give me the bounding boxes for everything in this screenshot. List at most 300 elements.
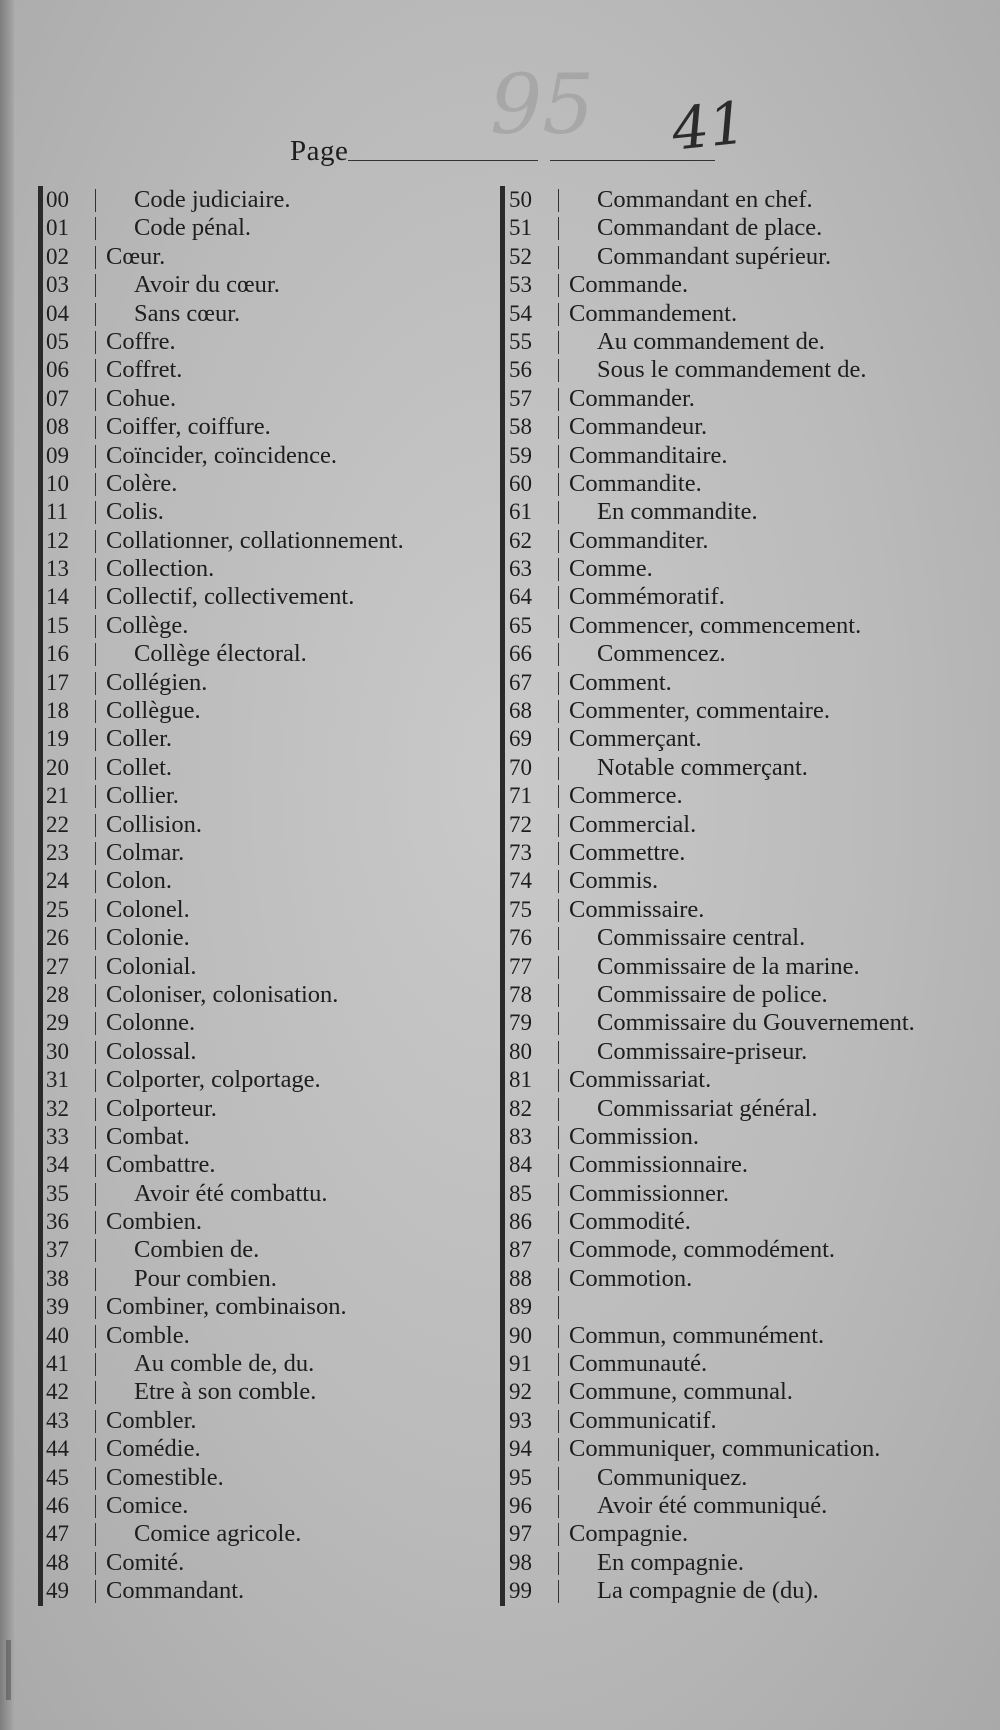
code-entry-row bbox=[42, 1123, 492, 1151]
code-number: 85 bbox=[509, 1180, 532, 1206]
code-entry-row bbox=[42, 981, 492, 1009]
code-entry-text: Commande. bbox=[569, 271, 689, 299]
code-number: 69 bbox=[509, 726, 532, 752]
code-entry-text: Commander. bbox=[569, 384, 695, 412]
code-entry-row bbox=[505, 1066, 955, 1094]
code-entry-text: Collégien. bbox=[106, 668, 208, 696]
code-separator bbox=[95, 586, 96, 609]
code-entry-row bbox=[42, 1378, 492, 1406]
code-entry-text: Comble. bbox=[106, 1321, 190, 1349]
code-entry-text: Pour combien. bbox=[134, 1264, 277, 1292]
code-separator bbox=[95, 814, 96, 837]
code-entry-row bbox=[42, 1492, 492, 1520]
code-entry-row bbox=[505, 839, 955, 867]
code-number: 48 bbox=[46, 1549, 69, 1575]
code-number: 11 bbox=[46, 499, 69, 525]
code-separator bbox=[95, 899, 96, 922]
code-separator bbox=[558, 558, 559, 581]
code-entry-row bbox=[42, 867, 492, 895]
code-separator bbox=[558, 1580, 559, 1603]
code-number: 97 bbox=[509, 1521, 532, 1547]
code-number: 78 bbox=[509, 981, 532, 1007]
code-number: 51 bbox=[509, 215, 532, 241]
code-number: 13 bbox=[46, 556, 69, 582]
code-number: 52 bbox=[509, 243, 532, 269]
code-separator bbox=[558, 1268, 559, 1291]
code-entry-text: Comment. bbox=[569, 668, 672, 696]
code-entry-row bbox=[42, 1549, 492, 1577]
code-separator bbox=[95, 1296, 96, 1319]
code-entry-text: Compagnie. bbox=[569, 1520, 689, 1548]
code-entry-row bbox=[505, 1151, 955, 1179]
code-number: 19 bbox=[46, 726, 69, 752]
code-entry-text: Combat. bbox=[106, 1122, 190, 1150]
code-number: 96 bbox=[509, 1492, 532, 1518]
code-separator bbox=[95, 274, 96, 297]
code-number: 65 bbox=[509, 612, 532, 638]
code-number: 04 bbox=[46, 300, 69, 326]
code-number: 31 bbox=[46, 1067, 69, 1093]
code-entry-row bbox=[505, 1265, 955, 1293]
code-number: 98 bbox=[509, 1549, 532, 1575]
code-entry-row bbox=[42, 612, 492, 640]
page-header bbox=[290, 135, 348, 168]
code-entry-row bbox=[505, 811, 955, 839]
code-entry-row bbox=[42, 1407, 492, 1435]
code-separator bbox=[95, 757, 96, 780]
code-entry-text: Combler. bbox=[106, 1406, 197, 1434]
code-number: 20 bbox=[46, 754, 69, 780]
code-separator bbox=[558, 899, 559, 922]
code-entry-row bbox=[42, 1464, 492, 1492]
code-entry-text: En commandite. bbox=[597, 498, 758, 526]
code-entry-text: Combattre. bbox=[106, 1151, 216, 1179]
code-separator bbox=[558, 1381, 559, 1404]
code-number: 72 bbox=[509, 811, 532, 837]
code-entry-text: Colonial. bbox=[106, 952, 197, 980]
code-entry-row bbox=[505, 953, 955, 981]
code-number: 49 bbox=[46, 1578, 69, 1604]
code-separator bbox=[558, 1523, 559, 1546]
code-separator bbox=[558, 956, 559, 979]
code-number: 83 bbox=[509, 1123, 532, 1149]
code-entry-text: Combien de. bbox=[134, 1236, 260, 1264]
code-entry-row bbox=[505, 413, 955, 441]
code-separator bbox=[95, 728, 96, 751]
code-entry-row bbox=[505, 612, 955, 640]
code-entry-text: Comice agricole. bbox=[134, 1520, 302, 1548]
code-separator bbox=[558, 842, 559, 865]
code-number: 14 bbox=[46, 584, 69, 610]
code-entry-text: Etre à son comble. bbox=[134, 1378, 317, 1406]
code-number: 38 bbox=[46, 1265, 69, 1291]
code-entry-text: Colis. bbox=[106, 498, 164, 526]
code-entry-row bbox=[42, 527, 492, 555]
code-number: 24 bbox=[46, 868, 69, 894]
code-entry-row bbox=[505, 1009, 955, 1037]
code-separator bbox=[558, 501, 559, 524]
code-entry-row bbox=[505, 1492, 955, 1520]
code-entry-text: Au comble de, du. bbox=[134, 1350, 315, 1378]
code-separator bbox=[95, 388, 96, 411]
code-entry-row bbox=[505, 442, 955, 470]
code-entry-text: Commune, communal. bbox=[569, 1378, 793, 1406]
code-entry-row bbox=[505, 782, 955, 810]
code-entry-row bbox=[505, 1038, 955, 1066]
code-entry-text: Collection. bbox=[106, 555, 215, 583]
code-number: 42 bbox=[46, 1379, 69, 1405]
code-separator bbox=[558, 217, 559, 240]
code-entry-text: Colonne. bbox=[106, 1009, 196, 1037]
code-separator bbox=[95, 700, 96, 723]
code-separator bbox=[95, 1012, 96, 1035]
code-entry-row bbox=[42, 1180, 492, 1208]
code-number: 34 bbox=[46, 1152, 69, 1178]
code-entry-row bbox=[505, 271, 955, 299]
code-number: 33 bbox=[46, 1123, 69, 1149]
code-entry-row bbox=[505, 214, 955, 242]
code-entry-row bbox=[505, 1236, 955, 1264]
code-entry-row bbox=[42, 1038, 492, 1066]
code-entry-row bbox=[505, 1520, 955, 1548]
code-entry-text: Commémoratif. bbox=[569, 583, 725, 611]
code-number: 06 bbox=[46, 357, 69, 383]
code-entry-row bbox=[42, 896, 492, 924]
code-entry-row bbox=[42, 1095, 492, 1123]
code-separator bbox=[558, 700, 559, 723]
code-entry-row bbox=[505, 498, 955, 526]
code-entry-row bbox=[42, 725, 492, 753]
code-entry-text: Colporteur. bbox=[106, 1094, 217, 1122]
code-separator bbox=[95, 1552, 96, 1575]
code-separator bbox=[558, 643, 559, 666]
code-entry-row bbox=[505, 1549, 955, 1577]
code-entry-row bbox=[505, 328, 955, 356]
code-number: 41 bbox=[46, 1351, 69, 1377]
code-entry-row bbox=[42, 1066, 492, 1094]
code-entry-row bbox=[505, 1322, 955, 1350]
code-separator bbox=[558, 984, 559, 1007]
code-entry-text: Commis. bbox=[569, 867, 659, 895]
code-entry-row bbox=[42, 555, 492, 583]
code-entry-row bbox=[42, 1435, 492, 1463]
code-number: 75 bbox=[509, 896, 532, 922]
code-entry-text: Commissaire du Gouvernement. bbox=[597, 1009, 915, 1037]
code-separator bbox=[558, 1552, 559, 1575]
code-separator bbox=[95, 1523, 96, 1546]
code-separator bbox=[558, 1296, 559, 1319]
code-number: 23 bbox=[46, 839, 69, 865]
code-separator bbox=[95, 501, 96, 524]
code-entry-text: Colère. bbox=[106, 469, 178, 497]
code-entry-row bbox=[505, 669, 955, 697]
code-separator bbox=[558, 1126, 559, 1149]
page-underline bbox=[348, 160, 538, 161]
code-number: 08 bbox=[46, 414, 69, 440]
page-label: Page bbox=[290, 135, 349, 167]
code-number: 10 bbox=[46, 470, 69, 496]
code-entry-text: Collier. bbox=[106, 782, 179, 810]
code-entry-row bbox=[505, 697, 955, 725]
code-number: 87 bbox=[509, 1237, 532, 1263]
code-entry-row bbox=[42, 1577, 492, 1605]
code-separator bbox=[95, 1495, 96, 1518]
code-separator bbox=[95, 1069, 96, 1092]
code-entry-row bbox=[42, 1350, 492, 1378]
code-entry-text: Comme. bbox=[569, 555, 653, 583]
code-entry-row bbox=[505, 1123, 955, 1151]
code-separator bbox=[558, 530, 559, 553]
code-entry-row bbox=[42, 271, 492, 299]
code-entry-text: Commissionner. bbox=[569, 1179, 729, 1207]
code-separator bbox=[95, 303, 96, 326]
code-entry-row bbox=[505, 555, 955, 583]
code-entry-row bbox=[505, 1350, 955, 1378]
code-separator bbox=[95, 246, 96, 269]
code-separator bbox=[558, 1438, 559, 1461]
code-number: 25 bbox=[46, 896, 69, 922]
code-entry-row bbox=[42, 583, 492, 611]
code-entry-text: Notable commerçant. bbox=[597, 753, 808, 781]
code-entry-row bbox=[42, 1208, 492, 1236]
code-entry-text: Commerce. bbox=[569, 782, 683, 810]
code-entry-row bbox=[42, 782, 492, 810]
code-number: 55 bbox=[509, 328, 532, 354]
code-separator bbox=[95, 189, 96, 212]
code-separator bbox=[95, 785, 96, 808]
code-separator bbox=[558, 274, 559, 297]
code-separator bbox=[558, 1041, 559, 1064]
code-number: 54 bbox=[509, 300, 532, 326]
code-number: 35 bbox=[46, 1180, 69, 1206]
code-number: 63 bbox=[509, 556, 532, 582]
code-entry-row bbox=[42, 1520, 492, 1548]
code-entry-row bbox=[505, 356, 955, 384]
code-separator bbox=[95, 1325, 96, 1348]
code-entry-text: Avoir été communiqué. bbox=[597, 1491, 828, 1519]
code-entry-row bbox=[505, 1293, 955, 1321]
code-entry-row bbox=[42, 1236, 492, 1264]
code-number: 61 bbox=[509, 499, 532, 525]
code-number: 02 bbox=[46, 243, 69, 269]
code-separator bbox=[95, 870, 96, 893]
code-entry-row bbox=[505, 1464, 955, 1492]
code-number: 39 bbox=[46, 1294, 69, 1320]
code-number: 46 bbox=[46, 1492, 69, 1518]
code-number: 58 bbox=[509, 414, 532, 440]
code-separator bbox=[95, 1410, 96, 1433]
code-number: 30 bbox=[46, 1038, 69, 1064]
code-entry-text: Communiquez. bbox=[597, 1463, 748, 1491]
code-entry-text: Collège électoral. bbox=[134, 640, 307, 668]
code-entry-text: Commettre. bbox=[569, 838, 686, 866]
code-number: 07 bbox=[46, 385, 69, 411]
code-entry-text: Commissaire de la marine. bbox=[597, 952, 860, 980]
code-separator bbox=[95, 842, 96, 865]
code-separator bbox=[95, 615, 96, 638]
code-entry-row bbox=[42, 811, 492, 839]
code-separator bbox=[558, 1495, 559, 1518]
code-entry-text: Cœur. bbox=[106, 242, 166, 270]
code-entry-row bbox=[42, 413, 492, 441]
code-separator bbox=[558, 728, 559, 751]
code-entry-text: Avoir été combattu. bbox=[134, 1179, 328, 1207]
code-entry-row bbox=[505, 896, 955, 924]
code-entry-row bbox=[505, 527, 955, 555]
code-entry-text: Collègue. bbox=[106, 697, 201, 725]
code-entry-row bbox=[505, 1435, 955, 1463]
code-entry-row bbox=[505, 1577, 955, 1605]
code-separator bbox=[558, 1012, 559, 1035]
code-number: 22 bbox=[46, 811, 69, 837]
code-number: 27 bbox=[46, 953, 69, 979]
code-number: 15 bbox=[46, 612, 69, 638]
code-number: 76 bbox=[509, 925, 532, 951]
code-entry-text: Communauté. bbox=[569, 1350, 708, 1378]
code-separator bbox=[558, 1211, 559, 1234]
code-number: 77 bbox=[509, 953, 532, 979]
code-entry-row bbox=[505, 1095, 955, 1123]
code-separator bbox=[95, 643, 96, 666]
code-entry-row bbox=[505, 924, 955, 952]
code-separator bbox=[95, 984, 96, 1007]
code-entry-row bbox=[42, 697, 492, 725]
code-entry-row bbox=[42, 328, 492, 356]
code-entry-text: Coller. bbox=[106, 725, 173, 753]
code-entry-row bbox=[42, 1265, 492, 1293]
code-number: 66 bbox=[509, 641, 532, 667]
code-entry-text: Collision. bbox=[106, 810, 202, 838]
code-separator bbox=[95, 217, 96, 240]
code-separator bbox=[95, 956, 96, 979]
code-entry-text: Commanditer. bbox=[569, 526, 709, 554]
page-scuff-mark bbox=[6, 1640, 11, 1700]
code-entry-text: Commissaire-priseur. bbox=[597, 1037, 808, 1065]
code-entry-text: Collège. bbox=[106, 611, 189, 639]
code-entry-row bbox=[505, 243, 955, 271]
code-entry-row bbox=[505, 583, 955, 611]
code-entry-text: Commanditaire. bbox=[569, 441, 728, 469]
code-entry-text: Commodité. bbox=[569, 1208, 691, 1236]
code-number: 45 bbox=[46, 1464, 69, 1490]
code-entry-text: Sans cœur. bbox=[134, 299, 241, 327]
code-separator bbox=[95, 359, 96, 382]
code-number: 40 bbox=[46, 1322, 69, 1348]
code-entry-row bbox=[505, 385, 955, 413]
code-entry-text: Commencez. bbox=[597, 640, 726, 668]
code-separator bbox=[95, 1381, 96, 1404]
code-number: 57 bbox=[509, 385, 532, 411]
code-entry-text: Collectif, collectivement. bbox=[106, 583, 355, 611]
code-number: 56 bbox=[509, 357, 532, 383]
code-separator bbox=[95, 1126, 96, 1149]
code-number: 32 bbox=[46, 1095, 69, 1121]
code-entry-text: Commencer, commencement. bbox=[569, 611, 862, 639]
code-entry-text: Commandant en chef. bbox=[597, 186, 813, 213]
code-entry-row bbox=[42, 669, 492, 697]
code-number: 62 bbox=[509, 527, 532, 553]
code-entry-text: Comédie. bbox=[106, 1435, 201, 1463]
code-separator bbox=[558, 586, 559, 609]
code-separator bbox=[558, 927, 559, 950]
code-entry-text: Comice. bbox=[106, 1491, 189, 1519]
code-entry-text: Commandite. bbox=[569, 469, 702, 497]
code-entry-text: Communicatif. bbox=[569, 1406, 717, 1434]
code-separator bbox=[95, 1268, 96, 1291]
code-number: 92 bbox=[509, 1379, 532, 1405]
code-number: 67 bbox=[509, 669, 532, 695]
code-entry-text: Commercial. bbox=[569, 810, 697, 838]
code-separator bbox=[558, 1239, 559, 1262]
code-number: 93 bbox=[509, 1407, 532, 1433]
code-entry-text: Comité. bbox=[106, 1548, 185, 1576]
code-entry-text: Combiner, combinaison. bbox=[106, 1293, 347, 1321]
code-separator bbox=[558, 1410, 559, 1433]
code-entry-text: Commandement. bbox=[569, 299, 738, 327]
handwritten-page-number: 41 bbox=[668, 88, 750, 164]
code-separator bbox=[95, 1438, 96, 1461]
code-separator bbox=[95, 1580, 96, 1603]
code-number: 05 bbox=[46, 328, 69, 354]
code-separator bbox=[558, 1183, 559, 1206]
code-entry-row bbox=[505, 1378, 955, 1406]
code-number: 29 bbox=[46, 1010, 69, 1036]
code-separator bbox=[558, 331, 559, 354]
code-entry-text: Commandeur. bbox=[569, 413, 708, 441]
code-entry-text: Colonel. bbox=[106, 895, 190, 923]
code-number: 26 bbox=[46, 925, 69, 951]
code-entry-row bbox=[42, 1009, 492, 1037]
code-number: 59 bbox=[509, 442, 532, 468]
code-number: 44 bbox=[46, 1436, 69, 1462]
code-entry-row bbox=[505, 1407, 955, 1435]
code-separator bbox=[95, 473, 96, 496]
code-entry-text: Commandant supérieur. bbox=[597, 242, 832, 270]
code-separator bbox=[558, 388, 559, 411]
code-number: 73 bbox=[509, 839, 532, 865]
code-entry-text: Commissaire de police. bbox=[597, 980, 828, 1008]
code-entry-text: Comestible. bbox=[106, 1463, 224, 1491]
code-number: 89 bbox=[509, 1294, 532, 1320]
code-entry-text: Au commandement de. bbox=[597, 327, 825, 355]
code-entry-text: Commissaire central. bbox=[597, 924, 806, 952]
code-entry-text: Cohue. bbox=[106, 384, 177, 412]
code-number: 03 bbox=[46, 272, 69, 298]
code-entry-row bbox=[505, 1208, 955, 1236]
code-entry-text: Collet. bbox=[106, 753, 173, 781]
code-separator bbox=[95, 1098, 96, 1121]
code-separator bbox=[95, 1211, 96, 1234]
code-entry-row bbox=[42, 186, 492, 214]
code-number: 16 bbox=[46, 641, 69, 667]
code-separator bbox=[95, 331, 96, 354]
code-separator bbox=[558, 1098, 559, 1121]
code-entry-text: Coïncider, coïncidence. bbox=[106, 441, 337, 469]
code-separator bbox=[95, 416, 96, 439]
code-entry-text: Commissaire. bbox=[569, 895, 705, 923]
code-entry-row bbox=[42, 1151, 492, 1179]
code-entry-row bbox=[42, 385, 492, 413]
code-number: 53 bbox=[509, 272, 532, 298]
code-number: 74 bbox=[509, 868, 532, 894]
code-separator bbox=[95, 1467, 96, 1490]
code-number: 21 bbox=[46, 783, 69, 809]
code-separator bbox=[95, 1183, 96, 1206]
right-code-column bbox=[505, 186, 955, 1606]
code-entry-text: Commissionnaire. bbox=[569, 1151, 748, 1179]
code-number: 60 bbox=[509, 470, 532, 496]
code-entry-text: Coffret. bbox=[106, 356, 183, 384]
